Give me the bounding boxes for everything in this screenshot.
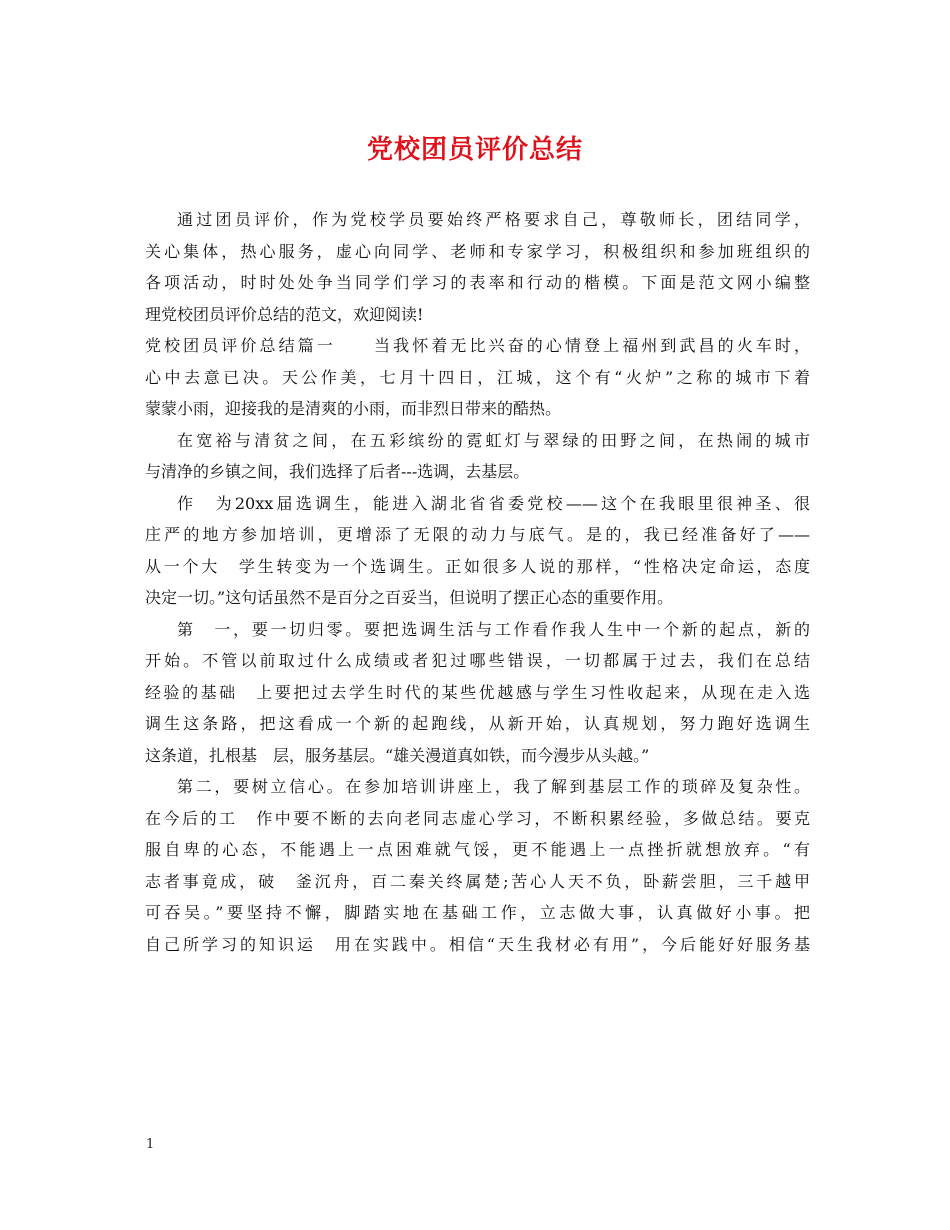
paragraph-line: 作 为20xx届选调生，能进入湖北省省委党校——这个在我眼里很神圣、很	[177, 493, 810, 513]
paragraph-line: 开始。不管以前取过什么成绩或者犯过哪些错误，一切都属于过去，我们在总结	[145, 651, 810, 670]
paragraph-line: 理党校团员评价总结的范文，欢迎阅读!	[145, 304, 424, 324]
page-number: 1	[146, 1137, 155, 1152]
paragraph-line: 这条道，扎根基 层，服务基层。“雄关漫道真如铁，而今漫步从头越。”	[145, 745, 650, 765]
paragraph-line: 自己所学习的知识运 用在实践中。相信“天生我材必有用”，今后能好好服务基	[145, 934, 810, 954]
paragraph-line: 关心集体，热心服务，虚心向同学、老师和专家学习，积极组织和参加班组织的	[145, 241, 810, 261]
paragraph-line: 第二，要树立信心。在参加培训讲座上，我了解到基层工作的琐碎及复杂性。	[177, 777, 810, 796]
paragraph-line: 通过团员评价，作为党校学员要始终严格要求自己，尊敬师长，团结同学，	[177, 210, 810, 229]
paragraph-line: 心中去意已决。天公作美，七月十四日，江城，这个有“火炉”之称的城市下着	[145, 367, 810, 387]
paragraph-line: 党校团员评价总结篇一 当我怀着无比兴奋的心情登上福州到武昌的火车时，	[145, 336, 810, 355]
paragraph-line: 可吞吴。”要坚持不懈，脚踏实地在基础工作，立志做大事，认真做好小事。把	[145, 903, 810, 922]
paragraph-line: 志者事竟成，破 釜沉舟，百二秦关终属楚;苦心人天不负，卧薪尝胆，三千越甲	[145, 871, 810, 891]
paragraph-line: 从一个大 学生转变为一个选调生。正如很多人说的那样，“性格决定命运，态度	[145, 556, 810, 576]
paragraph-line: 与清净的乡镇之间，我们选择了后者---选调，去基层。	[145, 462, 530, 481]
paragraph-line: 调生这条路，把这看成一个新的起跑线，从新开始，认真规划，努力跑好选调生	[145, 714, 810, 733]
paragraph-line: 在宽裕与清贫之间，在五彩缤纷的霓虹灯与翠绿的田野之间，在热闹的城市	[177, 430, 810, 450]
paragraph-line: 经验的基础 上要把过去学生时代的某些优越感与学生习性收起来，从现在走入选	[145, 682, 810, 702]
paragraph-line: 决定一切。”这句话虽然不是百分之百妥当，但说明了摆正心态的重要作用。	[145, 588, 674, 607]
document-body	[145, 204, 810, 960]
paragraph-line: 在今后的工 作中要不断的去向老同志虚心学习，不断积累经验，多做总结。要克	[145, 808, 810, 828]
paragraph-line: 蒙蒙小雨，迎接我的是清爽的小雨，而非烈日带来的酷热。	[145, 399, 562, 418]
paragraph-line: 第 一，要一切归零。要把选调生活与工作看作我人生中一个新的起点，新的	[177, 619, 810, 639]
document-title: 党校团员评价总结	[366, 135, 583, 165]
paragraph-line: 服自卑的心态，不能遇上一点困难就气馁，更不能遇上一点挫折就想放弃。“有	[145, 840, 810, 859]
paragraph-line: 各项活动，时时处处争当同学们学习的表率和行动的楷模。下面是范文网小编整	[145, 273, 810, 292]
paragraph-line: 庄严的地方参加培训，更增添了无限的动力与底气。是的，我已经准备好了——	[145, 525, 810, 544]
